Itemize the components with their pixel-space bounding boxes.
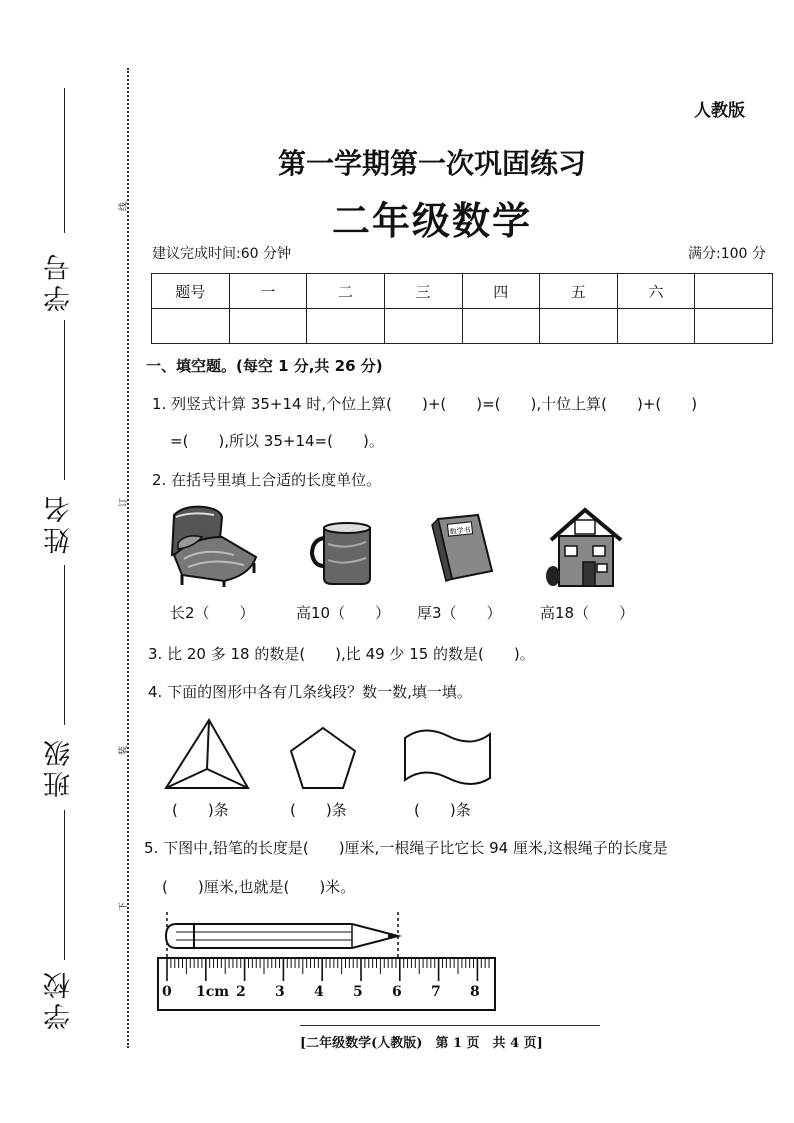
score-header-cell: 五 [540, 274, 618, 309]
exam-title: 第一学期第一次巩固练习 [277, 147, 586, 180]
pentagon-figure [288, 725, 358, 791]
score-cell[interactable] [462, 309, 540, 344]
house-icon [545, 506, 627, 590]
student-id-label: 学号 [43, 250, 75, 312]
score-cell[interactable] [152, 309, 230, 344]
score-cell[interactable] [384, 309, 462, 344]
question-5-line-1: 5. 下图中,铅笔的长度是( )厘米,一根绳子比它长 94 厘米,这根绳子的长度是 [144, 839, 668, 857]
full-score: 满分:100 分 [688, 246, 766, 262]
score-header-cell: 四 [462, 274, 540, 309]
ruler-label: 2 [236, 984, 246, 1000]
score-header-cell: 二 [307, 274, 385, 309]
binding-mark: 订 [119, 497, 130, 508]
page-footer: [二年级数学(人教版) 第 1 页 共 4 页] [300, 1036, 543, 1051]
flag-figure [402, 728, 494, 790]
question-2: 2. 在括号里填上合适的长度单位。 [152, 471, 382, 489]
book-icon [428, 513, 494, 583]
book-answer[interactable]: 厚3（ ） [417, 604, 502, 622]
question-1-line-2: =( ),所以 35+14=( )。 [170, 432, 384, 450]
section-title: 一、填空题。(每空 1 分,共 26 分) [146, 357, 383, 375]
score-header-cell: 题号 [152, 274, 230, 309]
question-4: 4. 下面的图形中各有几条线段？数一数,填一填。 [148, 683, 472, 701]
name-line [64, 320, 65, 480]
ruler-label: 3 [275, 984, 285, 1000]
bed-answer[interactable]: 长2（ ） [170, 604, 255, 622]
ruler-label: 5 [353, 984, 363, 1000]
name-label: 姓名 [43, 492, 75, 554]
score-table [151, 273, 773, 344]
score-cell[interactable] [540, 309, 618, 344]
time-note: 建议完成时间:60 分钟 [152, 246, 291, 262]
triangle-figure [163, 717, 251, 791]
class-line [64, 565, 65, 725]
ruler-label: 0 [162, 984, 172, 1000]
triangle-answer[interactable]: ( )条 [172, 801, 229, 819]
score-header-cell: 三 [384, 274, 462, 309]
edition-label: 人教版 [694, 101, 745, 121]
pencil-icon [166, 924, 398, 948]
house-answer[interactable]: 高18（ ） [540, 604, 635, 622]
school-label: 学校 [43, 968, 75, 1030]
ruler-label: 8 [470, 984, 480, 1000]
question-3: 3. 比 20 多 18 的数是( ),比 49 少 15 的数是( )。 [148, 645, 535, 663]
score-table-header-row [152, 274, 773, 309]
subject-title: 二年级数学 [331, 199, 532, 243]
footer-rule [300, 1025, 600, 1026]
ruler-label: 1cm [196, 984, 230, 1000]
mug-answer[interactable]: 高10（ ） [296, 604, 391, 622]
book-cover-title: 数学书 [449, 525, 472, 537]
score-cell[interactable] [695, 309, 773, 344]
score-cell[interactable] [229, 309, 307, 344]
score-cell[interactable] [617, 309, 695, 344]
score-table-score-row [152, 309, 773, 344]
score-header-cell: 六 [617, 274, 695, 309]
ruler-label: 4 [314, 984, 324, 1000]
binding-mark: 装 [119, 745, 130, 756]
score-header-cell [695, 274, 773, 309]
question-5-line-2: ( )厘米,也就是( )米。 [162, 878, 356, 896]
flag-answer[interactable]: ( )条 [414, 801, 471, 819]
binding-mark: 线 [119, 201, 130, 212]
pentagon-answer[interactable]: ( )条 [290, 801, 347, 819]
mug-icon [310, 520, 380, 586]
ruler-label: 7 [431, 984, 441, 1000]
score-header-cell: 一 [229, 274, 307, 309]
question-1-line-1: 1. 列竖式计算 35+14 时,个位上算( )+( )=( ),十位上算( )+( ) [152, 395, 698, 413]
score-cell[interactable] [307, 309, 385, 344]
ruler-label: 6 [392, 984, 402, 1000]
class-label: 班级 [43, 736, 75, 798]
school-line [64, 810, 65, 960]
bed-icon [164, 503, 260, 589]
binding-mark: 下 [119, 901, 130, 912]
